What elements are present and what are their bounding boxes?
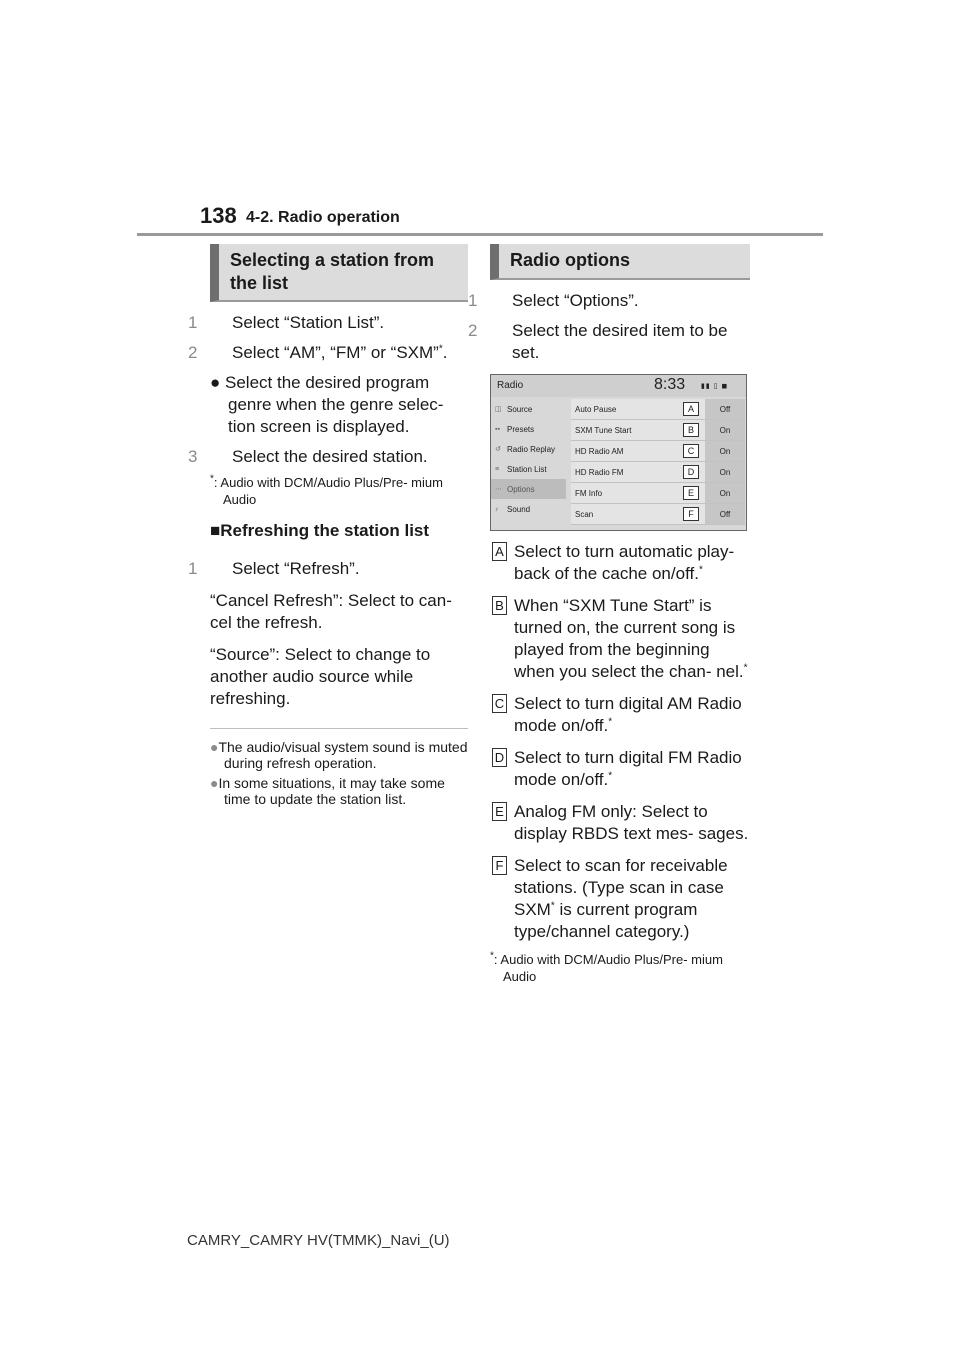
toggle-button[interactable]: On xyxy=(705,483,745,503)
callout-label: B xyxy=(683,423,699,437)
left-column xyxy=(188,244,468,807)
section-heading-station-list: Selecting a station from the list xyxy=(210,244,468,302)
callout-a: A Select to turn automatic play- back of the cache on/off.* xyxy=(490,541,750,585)
callout-label: F xyxy=(683,507,699,521)
info-item-update-time: ●In some situations, it may take some time to update the station list. xyxy=(210,775,445,807)
header-rule xyxy=(137,233,823,236)
toggle-button[interactable]: On xyxy=(705,420,745,440)
callout-e: E Analog FM only: Select to display RBDS text mes- sages. xyxy=(490,801,750,845)
option-hd-radio-fm[interactable]: HD Radio FM D On xyxy=(571,462,745,483)
sound-icon: ♪ xyxy=(495,505,499,513)
menu-item-source[interactable]: ◫ Source xyxy=(495,404,533,414)
info-item-muted: ●The audio/visual system sound is muted during refresh operation. xyxy=(210,739,468,771)
info-box xyxy=(210,728,468,807)
options-icon: ⋯ xyxy=(495,486,502,493)
circle-bullet-icon: ● xyxy=(210,775,219,791)
document-footer: CAMRY_CAMRY HV(TMMK)_Navi_(U) xyxy=(187,1232,450,1249)
section-heading-radio-options: Radio options xyxy=(490,244,750,280)
callout-f: F Select to scan for receivable stations. (Type scan in case SXM* is current program type/channel category.) xyxy=(490,855,750,943)
presets-icon: ▪▪ xyxy=(495,425,500,433)
menu-item-sound[interactable]: ♪ Sound xyxy=(495,504,531,514)
toggle-button[interactable]: Off xyxy=(705,399,745,419)
menu-item-options[interactable]: ⋯ Options xyxy=(491,479,566,499)
bullet-dot-icon: ● xyxy=(210,373,225,392)
source-text: “Source”: Select to change to another audio source while refreshing. xyxy=(210,645,431,708)
list-icon: ≡ xyxy=(495,465,500,473)
menu-item-station-list[interactable]: ≡ Station List xyxy=(495,464,547,474)
cancel-refresh-text: “Cancel Refresh”: Select to can- cel the refresh. xyxy=(210,591,452,632)
footnote-right: *: Audio with DCM/Audio Plus/Pre- mium Audio xyxy=(490,950,723,984)
bullet-genre: ● Select the desired program genre when the genre selec- tion screen is displayed. xyxy=(210,373,444,436)
option-sxm-tune-start[interactable]: SXM Tune Start B On xyxy=(571,420,745,441)
callout-label: A xyxy=(683,402,699,416)
toggle-button[interactable]: On xyxy=(705,462,745,482)
options-step-2: 2 Select the desired item to be set. xyxy=(468,321,728,362)
step-2: 2 Select “AM”, “FM” or “SXM”*. xyxy=(188,343,448,362)
radio-options-screenshot xyxy=(490,374,747,531)
step-3: 3 Select the desired station. xyxy=(188,447,428,466)
sub-heading-refresh: ■Refreshing the station list xyxy=(210,521,430,540)
menu-item-radio-replay[interactable]: ↺ Radio Replay xyxy=(495,444,556,454)
callout-label: D xyxy=(683,465,699,479)
replay-icon: ↺ xyxy=(495,446,501,453)
option-scan[interactable]: Scan F Off xyxy=(571,504,745,525)
refresh-step-1: 1 Select “Refresh”. xyxy=(188,559,360,578)
callout-label: E xyxy=(683,486,699,500)
screen-options-list xyxy=(571,399,745,525)
callout-d: D Select to turn digital FM Radio mode on/off.* xyxy=(490,747,750,791)
screen-top-bar xyxy=(491,375,746,397)
square-bullet-icon: ■ xyxy=(210,521,221,540)
signal-status-icon: ▮▮ ▯ ◼ xyxy=(701,383,729,390)
screen-title: Radio xyxy=(497,380,524,391)
options-step-1: 1 Select “Options”. xyxy=(468,291,639,310)
step-1: 1 Select “Station List”. xyxy=(188,313,385,332)
screen-menu xyxy=(491,399,566,519)
source-icon: ◫ xyxy=(495,406,502,413)
circle-bullet-icon: ● xyxy=(210,739,219,755)
callout-c: C Select to turn digital AM Radio mode on/off.* xyxy=(490,693,750,737)
option-fm-info[interactable]: FM Info E On xyxy=(571,483,745,504)
footnote: *: Audio with DCM/Audio Plus/Pre- mium Audio xyxy=(210,473,443,507)
section-title: 4-2. Radio operation xyxy=(246,209,400,226)
callout-b: B When “SXM Tune Start” is turned on, the current song is played from the beginning when you select the chan- nel.* xyxy=(490,595,750,683)
screen-clock: 8:33 xyxy=(654,376,686,393)
option-hd-radio-am[interactable]: HD Radio AM C On xyxy=(571,441,745,462)
option-auto-pause[interactable]: Auto Pause A Off xyxy=(571,399,745,420)
toggle-button[interactable]: On xyxy=(705,441,745,461)
right-column xyxy=(468,244,750,998)
toggle-button[interactable]: Off xyxy=(705,504,745,524)
menu-item-presets[interactable]: ▪▪ Presets xyxy=(495,424,535,434)
callout-label: C xyxy=(683,444,699,458)
page-number: 138 xyxy=(200,203,237,228)
